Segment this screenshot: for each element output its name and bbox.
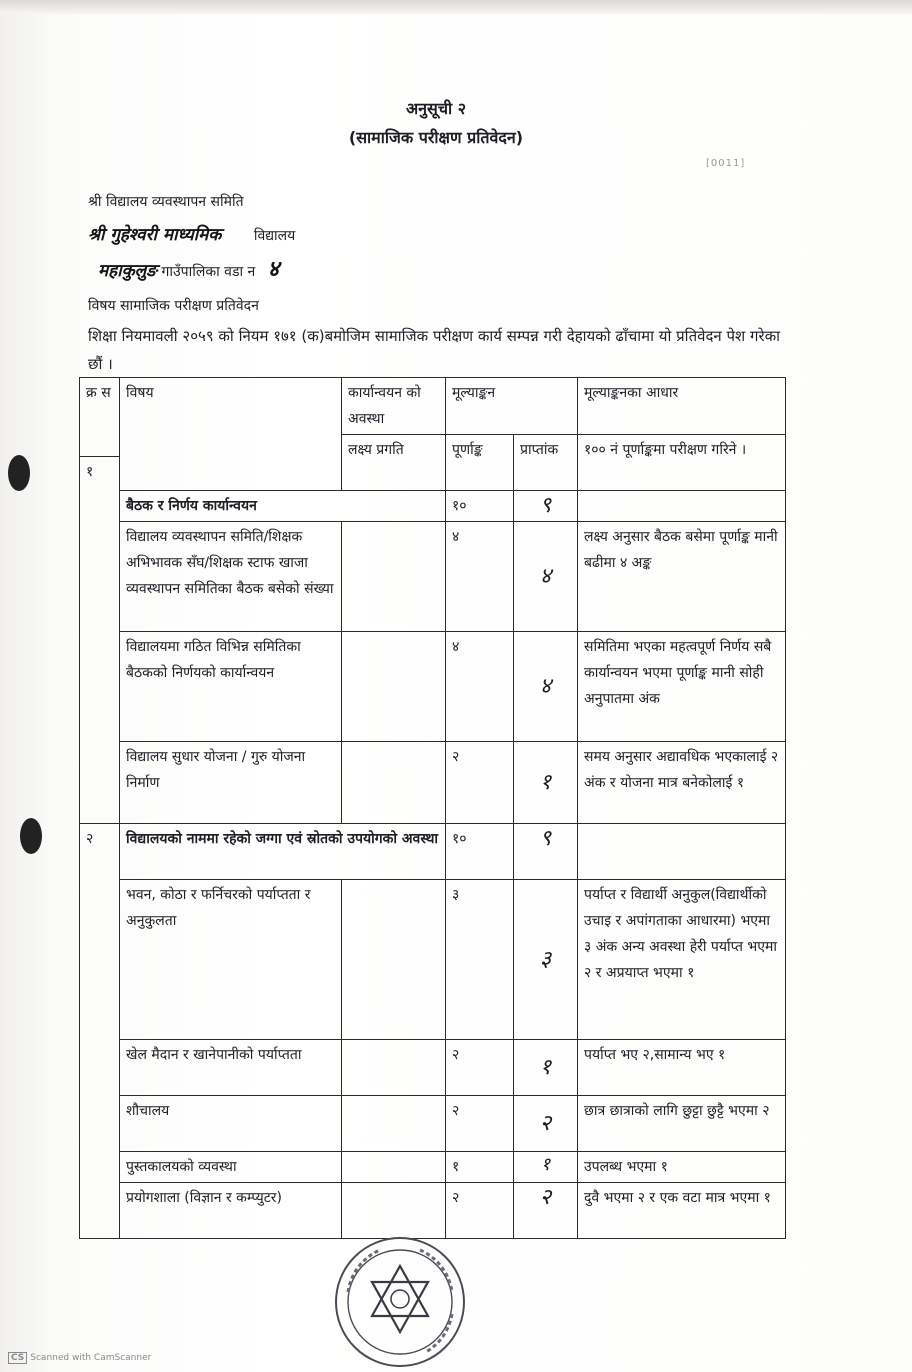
row-obtained: ९ (514, 824, 578, 880)
row-subject: खेल मैदान र खानेपानीको पर्याप्तता (120, 1040, 342, 1096)
scanner-watermark (8, 1352, 151, 1364)
row-obtained: १ (514, 1040, 578, 1096)
table-row (80, 880, 786, 1040)
row-status (342, 1152, 446, 1183)
row-basis: उपलब्ध भएमा १ (578, 1152, 786, 1183)
row-obtained: ३ (514, 880, 578, 1040)
header-status: कार्यान्वयन को अवस्था (342, 378, 446, 435)
row-subject: विद्यालयको नाममा रहेको जग्गा एवं स्रोतको उपयोगको अवस्था (120, 824, 446, 880)
row-status (342, 1096, 446, 1152)
row-basis: पर्याप्त भए २,सामान्य भए १ (578, 1040, 786, 1096)
municipality-suffix: गाउँपालिका वडा न (161, 264, 256, 280)
intro-paragraph: शिक्षा नियमावली २०५९ को नियम १७१ (क)बमोजिम सामाजिक परीक्षण कार्य सम्पन्न गरी देहायको ढाँचामा यो प्रतिवेदन पेश गरेका छौं । (88, 327, 780, 373)
school-suffix: विद्यालय (253, 228, 296, 244)
row-subject: भवन, कोठा र फर्निचरको पर्याप्तता र अनुकुलता (120, 880, 342, 1040)
row-full: २ (446, 1096, 514, 1152)
social-audit-table (79, 377, 786, 1239)
reference-number: [0011] (706, 158, 746, 169)
table-row (80, 632, 786, 742)
row-full: ४ (446, 522, 514, 632)
addressee-line: श्री विद्यालय व्यवस्थापन समिति (88, 194, 244, 210)
row-basis: छात्र छात्राको लागि छुट्टा छुट्टै भएमा २ (578, 1096, 786, 1152)
row-full: २ (446, 1183, 514, 1239)
table-row (80, 824, 786, 880)
row-full: १ (446, 1152, 514, 1183)
municipality-handwritten: महाकुलुङ (98, 261, 158, 281)
row-full: २ (446, 1040, 514, 1096)
header-evaluation: मूल्याङ्कन (446, 378, 578, 435)
punch-hole-bottom (20, 818, 42, 854)
header-sn: क्र स (80, 378, 120, 457)
subject-line: विषय सामाजिक परीक्षण प्रतिवेदन (88, 298, 259, 314)
row-obtained: ४ (514, 522, 578, 632)
school-line (88, 222, 295, 245)
school-seal-stamp (330, 1232, 470, 1372)
section-number-2: २ (80, 824, 120, 1239)
row-subject: विद्यालयमा गठित विभिन्न समितिका बैठकको निर्णयको कार्यान्वयन (120, 632, 342, 742)
header-subject: विषय (120, 378, 342, 491)
table-row (80, 1096, 786, 1152)
table-row (80, 1152, 786, 1183)
row-obtained: ९ (514, 491, 578, 522)
ward-number-handwritten: ४ (267, 256, 280, 282)
header-basis: मूल्याङ्कनका आधार (578, 378, 786, 435)
row-obtained: १ (514, 742, 578, 824)
row-subject: बैठक र निर्णय कार्यान्वयन (120, 491, 446, 522)
row-full: १० (446, 824, 514, 880)
header-obtained: प्राप्तांक (514, 435, 578, 491)
row-basis: पर्याप्त र विद्यार्थी अनुकुल(विद्यार्थीको उचाइ र अपांगताका आधारमा) भएमा ३ अंक अन्य अवस्था हेरी पर्याप्त भएमा २ र अप्रयाप्त भएमा १ (578, 880, 786, 1040)
row-subject: शौचालय (120, 1096, 342, 1152)
table-row (80, 522, 786, 632)
row-status (342, 742, 446, 824)
row-basis: समितिमा भएका महत्वपूर्ण निर्णय सबै कार्यान्वयन भएमा पूर्णाङ्क मानी सोही अनुपातमा अंक (578, 632, 786, 742)
row-status (342, 1040, 446, 1096)
row-full: ४ (446, 632, 514, 742)
school-name-handwritten: श्री गुहेश्वरी माध्यमिक (88, 225, 222, 245)
row-subject: विद्यालय व्यवस्थापन समिति/शिक्षक अभिभावक सँघ/शिक्षक स्टाफ खाजा व्यवस्थापन समितिका बैठक बसेको संख्या (120, 522, 342, 632)
document-subtitle: (सामाजिक परीक्षण प्रतिवेदन) (348, 128, 524, 147)
header-target: लक्ष्य प्रगति (342, 435, 446, 491)
row-full: १० (446, 491, 514, 522)
row-obtained: २ (514, 1096, 578, 1152)
row-obtained: २ (514, 1183, 578, 1239)
row-subject: पुस्तकालयको व्यवस्था (120, 1152, 342, 1183)
table-row (80, 1183, 786, 1239)
punch-hole-top (8, 455, 30, 491)
scanner-badge: CS (8, 1352, 27, 1364)
row-obtained: १ (514, 1152, 578, 1183)
row-full: ३ (446, 880, 514, 1040)
row-basis: लक्ष्य अनुसार बैठक बसेमा पूर्णाङ्क मानी बढीमा ४ अङ्क (578, 522, 786, 632)
scanner-text: Scanned with CamScanner (30, 1353, 152, 1363)
section-number-1: १ (80, 457, 120, 824)
table-header-row (80, 378, 786, 435)
scan-edge (0, 0, 912, 14)
row-status (342, 632, 446, 742)
row-basis (578, 824, 786, 880)
row-basis (578, 491, 786, 522)
row-subject: प्रयोगशाला (विज्ञान र कम्प्युटर) (120, 1183, 342, 1239)
header-full-marks: पूर्णाङ्क (446, 435, 514, 491)
table-row (80, 742, 786, 824)
document-title: अनुसूची २ (405, 99, 467, 118)
row-obtained: ४ (514, 632, 578, 742)
municipality-line (98, 253, 279, 283)
row-full: २ (446, 742, 514, 824)
row-status (342, 1183, 446, 1239)
row-subject: विद्यालय सुधार योजना / गुरु योजना निर्माण (120, 742, 342, 824)
row-basis: दुवै भएमा २ र एक वटा मात्र भएमा १ (578, 1183, 786, 1239)
header-basis-note: १०० नं पूर्णाङ्कमा परीक्षण गरिने । (578, 435, 786, 491)
row-status (342, 522, 446, 632)
table-row (80, 491, 786, 522)
row-status (342, 880, 446, 1040)
row-basis: समय अनुसार अद्यावधिक भएकालाई २ अंक र योजना मात्र बनेकोलाई १ (578, 742, 786, 824)
table-row (80, 1040, 786, 1096)
